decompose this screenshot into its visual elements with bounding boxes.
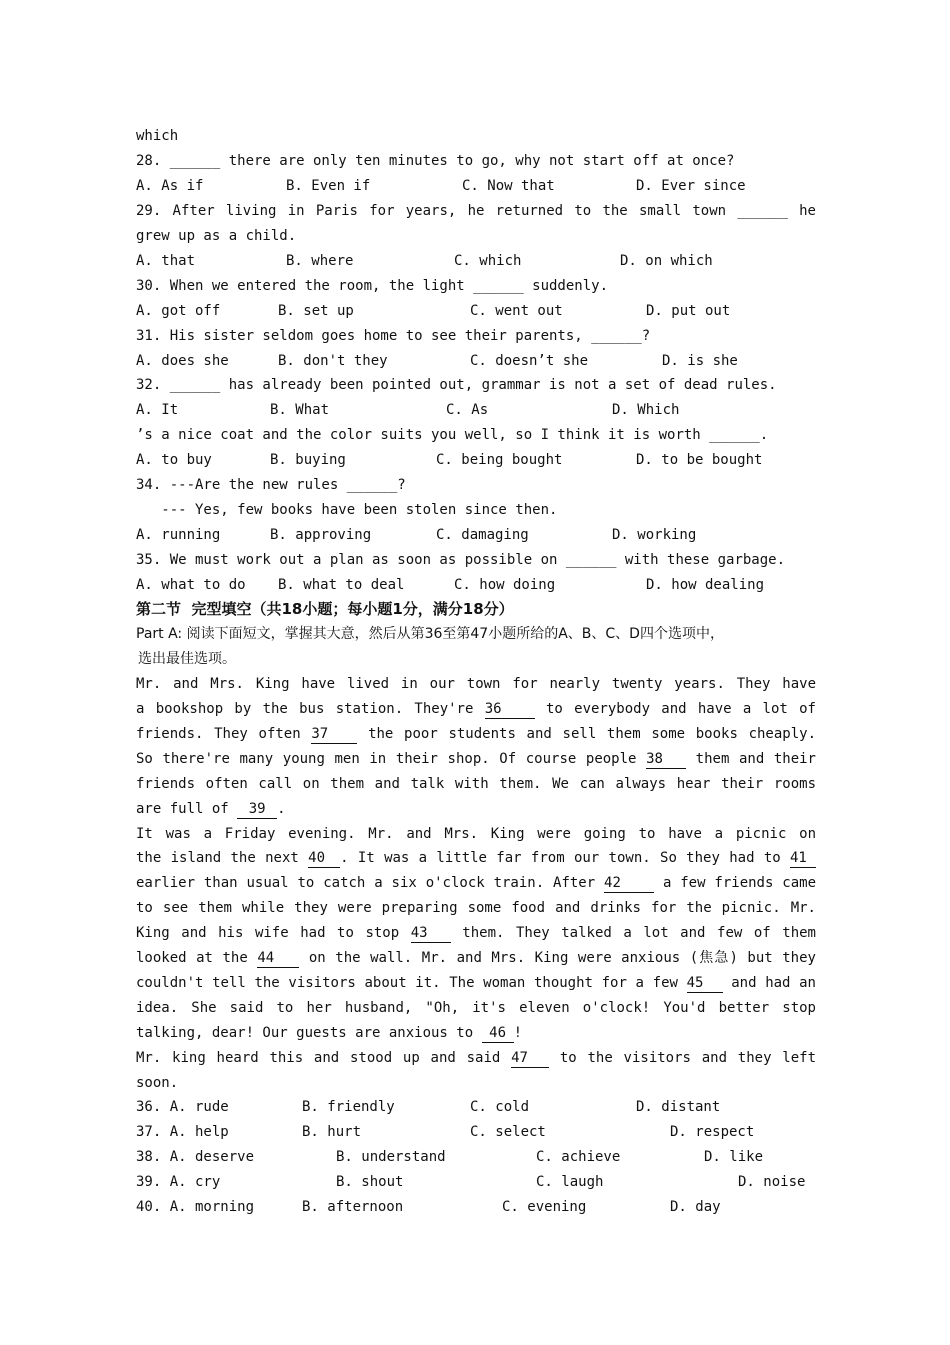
passage-text: It was a Friday evening. Mr. and Mrs. King were going to have a picnic on [136,826,816,842]
option-c: C. how doing [454,577,556,593]
passage-line [136,772,816,797]
question-33-options [136,448,816,473]
question-35-options [136,573,816,598]
answer-row-37 [136,1120,816,1145]
option-d: D. working [612,527,697,543]
blank-43: 43 [411,924,451,943]
passage-text: friends. They often [136,726,312,742]
blank-37: 37 [311,725,357,744]
passage-text: a bookshop by the bus station. They're [136,701,485,717]
option-c: C. evening [502,1199,587,1215]
passage-text: friends often call on them and talk with them. We can always hear their rooms [136,776,816,792]
passage-text: talking, dear! Our guests are anxious to [136,1025,482,1041]
question-34-stem-cont: --- Yes, few books have been stolen since then. [136,502,558,518]
passage-line [136,697,816,722]
option-d: D. is she [662,353,738,369]
question-35-stem: 35. We must work out a plan as soon as possible on ______ with these garbage. [136,552,786,568]
passage-text: to see them while they were preparing some food and drinks for the picnic. Mr. [136,900,816,916]
passage-text: couldn't tell the visitors about it. The woman thought for a few [136,975,687,991]
passage-text: So there're many young men in their shop. Of course people [136,751,647,767]
question-27-tail: which [136,128,179,144]
option-c: C. achieve [536,1149,621,1165]
blank-47: 47 [511,1049,549,1068]
passage-line [136,921,816,946]
passage-text: and had an [731,975,816,991]
option-c: C. laugh [536,1174,604,1190]
option-d: D. noise [738,1174,806,1190]
blank-42: 42 [604,874,654,893]
option-b: B. what to deal [278,577,405,593]
passage-line [136,846,816,871]
blank-46: 46 [482,1024,514,1043]
passage-text: Mr. and Mrs. King have lived in our town for nearly twenty years. They have [136,676,816,692]
passage-line [136,822,816,847]
question-30-stem: 30. When we entered the room, the light ______ suddenly. [136,278,609,294]
question-34-stem: 34. ---Are the new rules ______? [136,477,406,493]
option-d: D. put out [646,303,731,319]
option-c: C. Now that [462,178,555,194]
question-31-options [136,349,816,374]
blank-41: 41 [790,849,816,868]
question-28-options [136,174,816,199]
question-29-stem: 29. After living in Paris for years, he returned to the small town ______ he [136,203,816,219]
option-a: 36. A. rude [136,1099,229,1115]
option-b: B. What [270,402,330,418]
option-a: A. what to do [136,577,246,593]
question-33-stem: ’s a nice coat and the color suits you well, so I think it is worth ______. [136,427,769,443]
option-b: B. shout [336,1174,404,1190]
option-a: A. It [136,402,179,418]
passage-text: ! [513,1025,523,1041]
option-d: D. how dealing [646,577,765,593]
passage-line [136,971,816,996]
option-c: C. being bought [436,452,563,468]
option-c: C. cold [470,1099,530,1115]
question-29-options [136,249,816,274]
option-c: C. damaging [436,527,529,543]
passage-text: soon. [136,1075,179,1091]
section-instruction-cont: 选出最佳选项。 [138,651,236,667]
question-32-stem: 32. ______ has already been pointed out, grammar is not a set of dead rules. [136,377,777,393]
option-d: D. on which [620,253,713,269]
blank-38: 38 [646,750,686,769]
option-a: A. running [136,527,221,543]
option-a: A. got off [136,303,221,319]
passage-text: the island the next [136,850,309,866]
passage-text: a few friends came [662,875,816,891]
passage-text: . It was a little far from our town. So they had to [340,850,790,866]
option-b: B. where [286,253,354,269]
option-b: B. don't they [278,353,388,369]
passage-text: Mr. king heard this and stood up and said [136,1050,512,1066]
option-d: D. Which [612,402,680,418]
passage-text: the poor students and sell them some books cheaply. [368,726,816,742]
option-b: B. buying [270,452,346,468]
answer-row-39 [136,1170,816,1195]
option-a: A. As if [136,178,204,194]
passage-line [136,747,816,772]
passage-text: are full of [136,801,238,817]
passage-text: to everybody and have a lot of [546,701,816,717]
option-b: B. hurt [302,1124,362,1140]
option-b: B. set up [278,303,354,319]
option-c: C. As [446,402,489,418]
option-d: D. distant [636,1099,721,1115]
passage-text: . [277,801,286,817]
option-c: C. doesn’t she [470,353,589,369]
question-30-options [136,299,816,324]
passage-text: to the visitors and they left [559,1050,816,1066]
option-a: 40. A. morning [136,1199,255,1215]
option-b: B. understand [336,1149,446,1165]
passage-text: earlier than usual to catch a six o'clock train. After [136,875,605,891]
option-c: C. went out [470,303,563,319]
option-a: 38. A. deserve [136,1149,255,1165]
passage-line [136,871,816,896]
section-heading: 第二节 完型填空（共18小题；每小题1分，满分18分） [136,600,514,618]
passage-text: on the wall. Mr. and Mrs. King were anxious (焦急) but they [308,950,816,966]
question-31-stem: 31. His sister seldom goes home to see their parents, ______? [136,328,651,344]
answer-row-36 [136,1095,816,1120]
option-d: D. to be bought [636,452,763,468]
option-a: 39. A. cry [136,1174,221,1190]
passage-text: looked at the [136,950,258,966]
passage-line [136,1071,816,1096]
blank-44: 44 [257,949,299,968]
question-34-options [136,523,816,548]
question-29-stem-cont: grew up as a child. [136,228,297,244]
passage-line [136,946,816,971]
option-d: D. respect [670,1124,755,1140]
option-a: A. that [136,253,196,269]
answer-row-38 [136,1145,816,1170]
option-d: D. Ever since [636,178,746,194]
passage-line [136,672,816,697]
question-28-stem: 28. ______ there are only ten minutes to go, why not start off at once? [136,153,735,169]
passage-line [136,1021,816,1046]
blank-36: 36 [485,700,535,719]
section-instruction: Part A: 阅读下面短文，掌握其大意，然后从第36至第47小题所给的A、B、C、D四个选项中， [136,626,724,642]
passage-line [136,722,816,747]
option-b: B. friendly [302,1099,395,1115]
passage-line [136,797,816,822]
option-c: C. which [454,253,522,269]
option-a: A. does she [136,353,229,369]
blank-45: 45 [687,974,723,993]
passage-text: idea. She said to her husband, "Oh, it's eleven o'clock! You'd better stop [136,1000,816,1016]
option-a: 37. A. help [136,1124,229,1140]
option-d: D. day [670,1199,721,1215]
option-b: B. Even if [286,178,371,194]
answer-row-40 [136,1195,816,1220]
option-d: D. like [704,1149,764,1165]
passage-line [136,1046,816,1071]
passage-text: them and their [695,751,816,767]
question-32-options [136,398,816,423]
option-a: A. to buy [136,452,212,468]
passage-text: them. They talked a lot and few of them [462,925,816,941]
blank-39: 39 [237,800,277,819]
option-c: C. select [470,1124,546,1140]
passage-line [136,996,816,1021]
passage-line [136,896,816,921]
option-b: B. approving [270,527,372,543]
blank-40: 40 [308,849,340,868]
option-b: B. afternoon [302,1199,404,1215]
passage-text: King and his wife had to stop [136,925,411,941]
